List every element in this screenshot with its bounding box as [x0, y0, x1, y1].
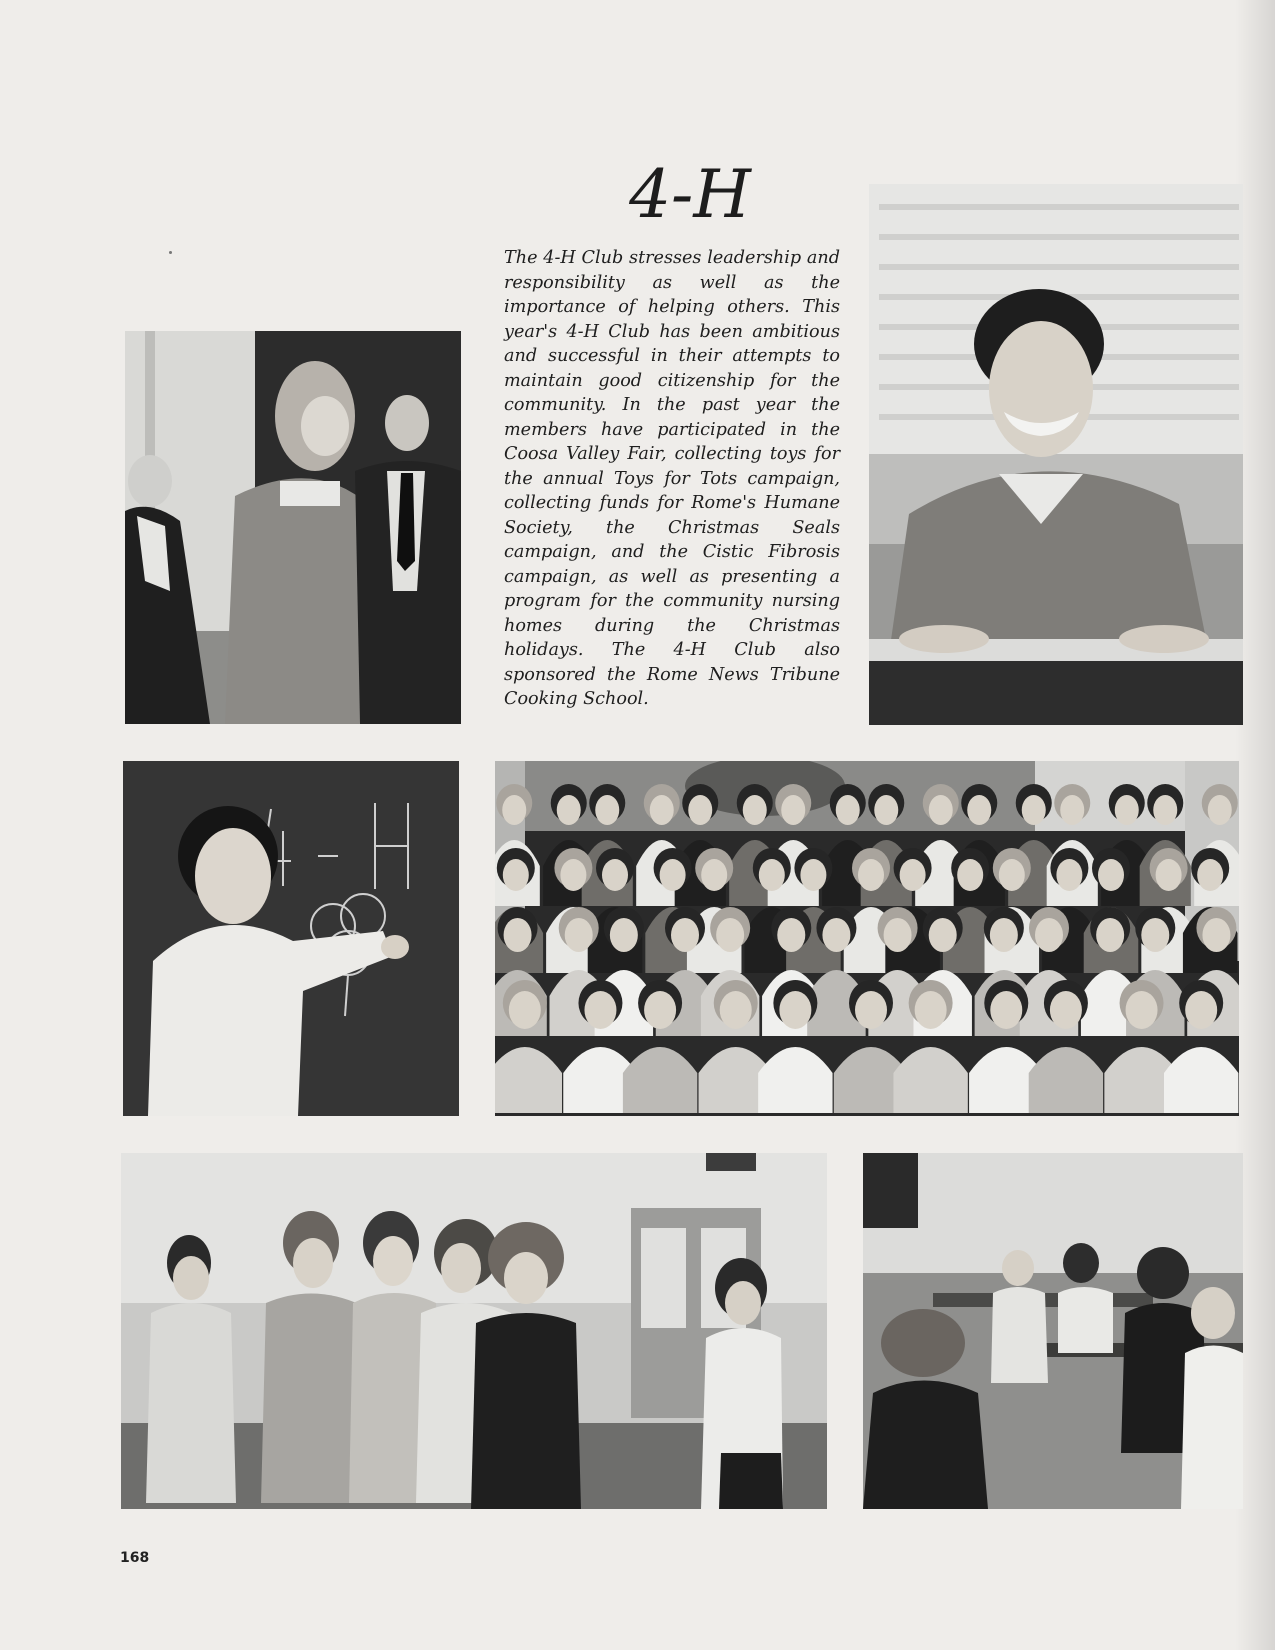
photo-cafeteria-tables: [863, 1153, 1243, 1509]
article-body: The 4-H Club stresses leadership and responsibility as well as the importance of helping others. This year's 4-H Club has been ambitious and successful in their attempts to maintain good citizenship for the community. In the past year the members have participated in the Coosa Valley Fair, collecting toys for the annual Toys for Tots campaign, collecting funds for Rome's Humane Society, the Christmas Seals campaign, and the Cistic Fibrosis campaign, as well as presenting a program for the community nursing homes during the Christmas holidays. The 4-H Club also sponsored the Rome News Tribune Cooking School.: [504, 248, 840, 709]
page-number: 168: [120, 1550, 150, 1566]
photo-girl-at-chalkboard: [123, 761, 459, 1116]
photo-boy-at-desk: [869, 184, 1243, 725]
photo-students-talking: [125, 331, 461, 724]
print-speck: [169, 251, 172, 254]
page-title: 4-H: [629, 156, 751, 233]
photo-club-group: [495, 761, 1239, 1116]
photo-students-singing: [121, 1153, 827, 1509]
